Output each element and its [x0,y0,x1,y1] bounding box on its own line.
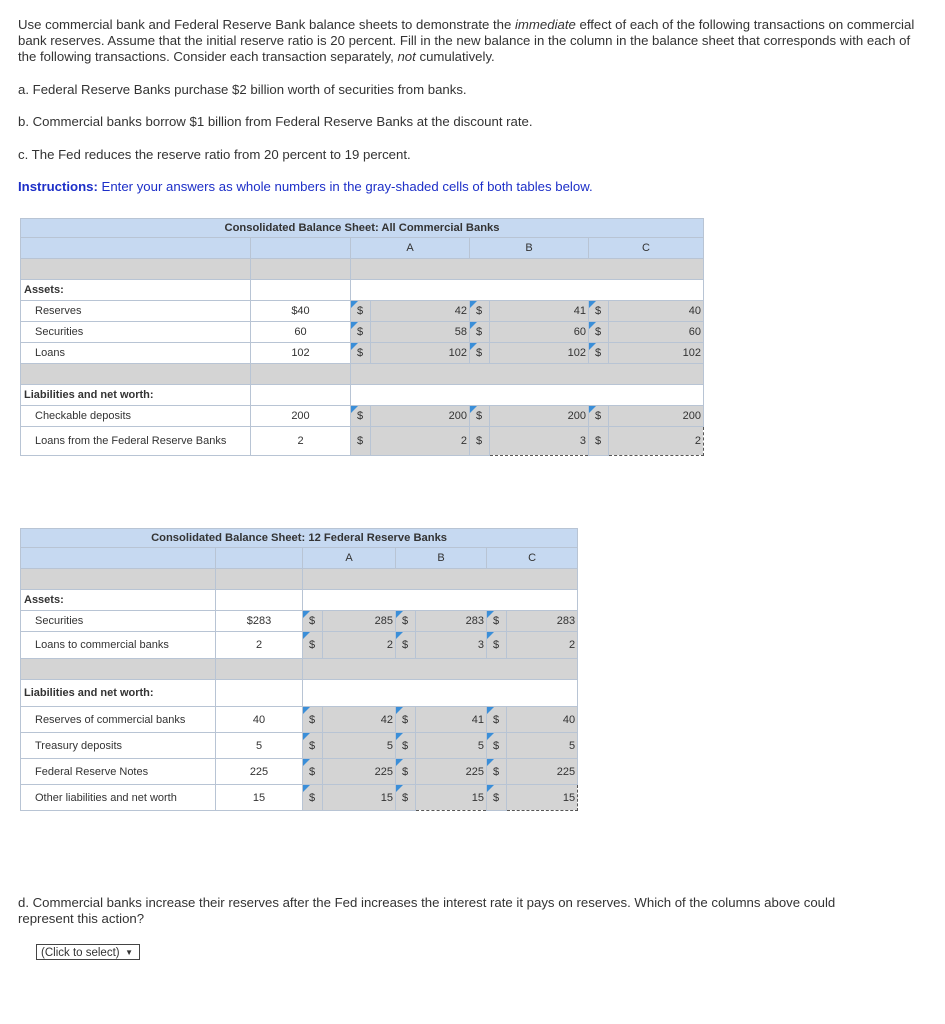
dollar-sign: $ [303,759,323,785]
table-row [21,632,578,659]
federal-reserve-balance-sheet [20,528,578,811]
answer-cell-a[interactable]: 200 [371,406,470,427]
answer-cell-a[interactable]: 285 [323,611,396,632]
table1-header-blank [251,238,351,259]
answer-cell-b[interactable]: 283 [416,611,487,632]
answer-cell-c[interactable]: 60 [609,322,704,343]
given-value: 60 [251,322,351,343]
dollar-sign: $ [396,759,416,785]
commercial-banks-balance-sheet [20,218,704,456]
answer-cell-c[interactable]: 15 [507,785,578,811]
table1-col-c: C [589,238,704,259]
instructions [18,179,918,195]
row-label: Treasury deposits [21,733,216,759]
answer-cell-c[interactable]: 200 [609,406,704,427]
table-row [21,733,578,759]
dollar-sign: $ [303,785,323,811]
answer-cell-a[interactable]: 225 [323,759,396,785]
dollar-sign: $ [396,707,416,733]
dollar-sign: $ [396,611,416,632]
answer-cell-a[interactable]: 102 [371,343,470,364]
table1-col-a: A [351,238,470,259]
dollar-sign: $ [303,611,323,632]
given-value: 2 [251,427,351,456]
instructions-label: Instructions: [18,179,98,194]
dollar-sign: $ [589,343,609,364]
dollar-sign: $ [351,301,371,322]
answer-cell-b[interactable]: 3 [416,632,487,659]
dollar-sign: $ [487,632,507,659]
dollar-sign: $ [487,759,507,785]
dollar-sign: $ [470,427,490,456]
item-b: b. Commercial banks borrow $1 billion from Federal Reserve Banks at the discount rate. [18,114,533,129]
table1-col-b: B [470,238,589,259]
item-a: a. Federal Reserve Banks purchase $2 billion worth of securities from banks. [18,82,467,97]
dollar-sign: $ [303,733,323,759]
item-c: c. The Fed reduces the reserve ratio from 20 percent to 19 percent. [18,147,411,162]
answer-cell-c[interactable]: 102 [609,343,704,364]
given-value: $283 [216,611,303,632]
row-label: Securities [21,611,216,632]
answer-dropdown[interactable] [36,944,140,960]
answer-cell-a[interactable]: 5 [323,733,396,759]
dollar-sign: $ [589,301,609,322]
table-row [21,427,704,456]
dollar-sign: $ [396,785,416,811]
row-label: Securities [21,322,251,343]
table-row [21,611,578,632]
answer-cell-a[interactable]: 42 [371,301,470,322]
dollar-sign: $ [303,707,323,733]
row-label: Reserves of commercial banks [21,707,216,733]
intro-paragraph [18,17,918,65]
given-value: 102 [251,343,351,364]
table-row [21,707,578,733]
answer-cell-b[interactable]: 41 [416,707,487,733]
question-d: d. Commercial banks increase their reserves after the Fed increases the interest rate it pays on reserves. Which of the columns above could represent this action? [18,895,836,926]
table2-liabilities-label: Liabilities and net worth: [21,680,216,707]
dollar-sign: $ [487,733,507,759]
table2-title: Consolidated Balance Sheet: 12 Federal Reserve Banks [21,529,578,548]
table1-liabilities-label: Liabilities and net worth: [21,385,251,406]
answer-cell-c[interactable]: 2 [609,427,704,456]
intro-italic-immediate: immediate [515,17,576,32]
answer-cell-b[interactable]: 225 [416,759,487,785]
table-row [21,301,704,322]
table-row [21,759,578,785]
dollar-sign: $ [396,632,416,659]
answer-cell-c[interactable]: 283 [507,611,578,632]
dollar-sign: $ [487,707,507,733]
table2-assets-label: Assets: [21,590,216,611]
given-value: 15 [216,785,303,811]
answer-cell-c[interactable]: 40 [609,301,704,322]
dollar-sign: $ [396,733,416,759]
row-label: Other liabilities and net worth [21,785,216,811]
table1-assets-label: Assets: [21,280,251,301]
table2-header-blank [216,548,303,569]
answer-cell-b[interactable]: 41 [490,301,589,322]
dollar-sign: $ [351,427,371,456]
answer-cell-c[interactable]: 40 [507,707,578,733]
table2-col-c: C [487,548,578,569]
intro-text-2: effect of each of the following transactions on commercial bank reserves. Assume that the initial reserve ratio is 20 percent. Fill in the new balance in the column in the balance sheet that corresponds with each of the following transactions. Consider each transaction separately, [18,17,915,64]
intro-text-1: Use commercial bank and Federal Reserve Bank balance sheets to demonstrate the [18,17,515,32]
row-label: Loans [21,343,251,364]
dollar-sign: $ [470,301,490,322]
answer-cell-a[interactable]: 15 [323,785,396,811]
row-label: Federal Reserve Notes [21,759,216,785]
answer-cell-b[interactable]: 102 [490,343,589,364]
dollar-sign: $ [470,406,490,427]
answer-cell-b[interactable]: 60 [490,322,589,343]
answer-cell-a[interactable]: 42 [323,707,396,733]
given-value: 225 [216,759,303,785]
intro-text-3: cumulatively. [415,49,495,64]
row-label: Loans from the Federal Reserve Banks [21,427,251,456]
dollar-sign: $ [351,343,371,364]
dollar-sign: $ [589,427,609,456]
row-label: Checkable deposits [21,406,251,427]
table2-header-blank [21,548,216,569]
intro-italic-not: not [397,49,416,64]
dollar-sign: $ [487,611,507,632]
answer-cell-a[interactable]: 58 [371,322,470,343]
given-value: 40 [216,707,303,733]
dollar-sign: $ [589,322,609,343]
dollar-sign: $ [351,406,371,427]
row-label: Reserves [21,301,251,322]
answer-cell-c[interactable]: 2 [507,632,578,659]
table-row [21,322,704,343]
instructions-text: Enter your answers as whole numbers in the gray-shaded cells of both tables below. [97,179,593,194]
given-value: $40 [251,301,351,322]
answer-cell-a[interactable]: 2 [323,632,396,659]
table1-header-blank [21,238,251,259]
table-row [21,406,704,427]
chevron-down-icon: ▼ [125,948,133,957]
answer-cell-b[interactable]: 200 [490,406,589,427]
table1-title: Consolidated Balance Sheet: All Commercial Banks [21,219,704,238]
dollar-sign: $ [589,406,609,427]
table-row [21,785,578,811]
dollar-sign: $ [303,632,323,659]
given-value: 200 [251,406,351,427]
given-value: 2 [216,632,303,659]
answer-cell-b[interactable]: 5 [416,733,487,759]
answer-cell-b[interactable]: 3 [490,427,589,456]
table2-col-a: A [303,548,396,569]
dollar-sign: $ [351,322,371,343]
table-row [21,343,704,364]
given-value: 5 [216,733,303,759]
answer-cell-b[interactable]: 15 [416,785,487,811]
row-label: Loans to commercial banks [21,632,216,659]
answer-cell-c[interactable]: 5 [507,733,578,759]
dollar-sign: $ [470,343,490,364]
dollar-sign: $ [470,322,490,343]
answer-cell-c[interactable]: 225 [507,759,578,785]
table2-col-b: B [396,548,487,569]
answer-cell-a[interactable]: 2 [371,427,470,456]
dropdown-value: (Click to select) [41,947,120,959]
dollar-sign: $ [487,785,507,811]
